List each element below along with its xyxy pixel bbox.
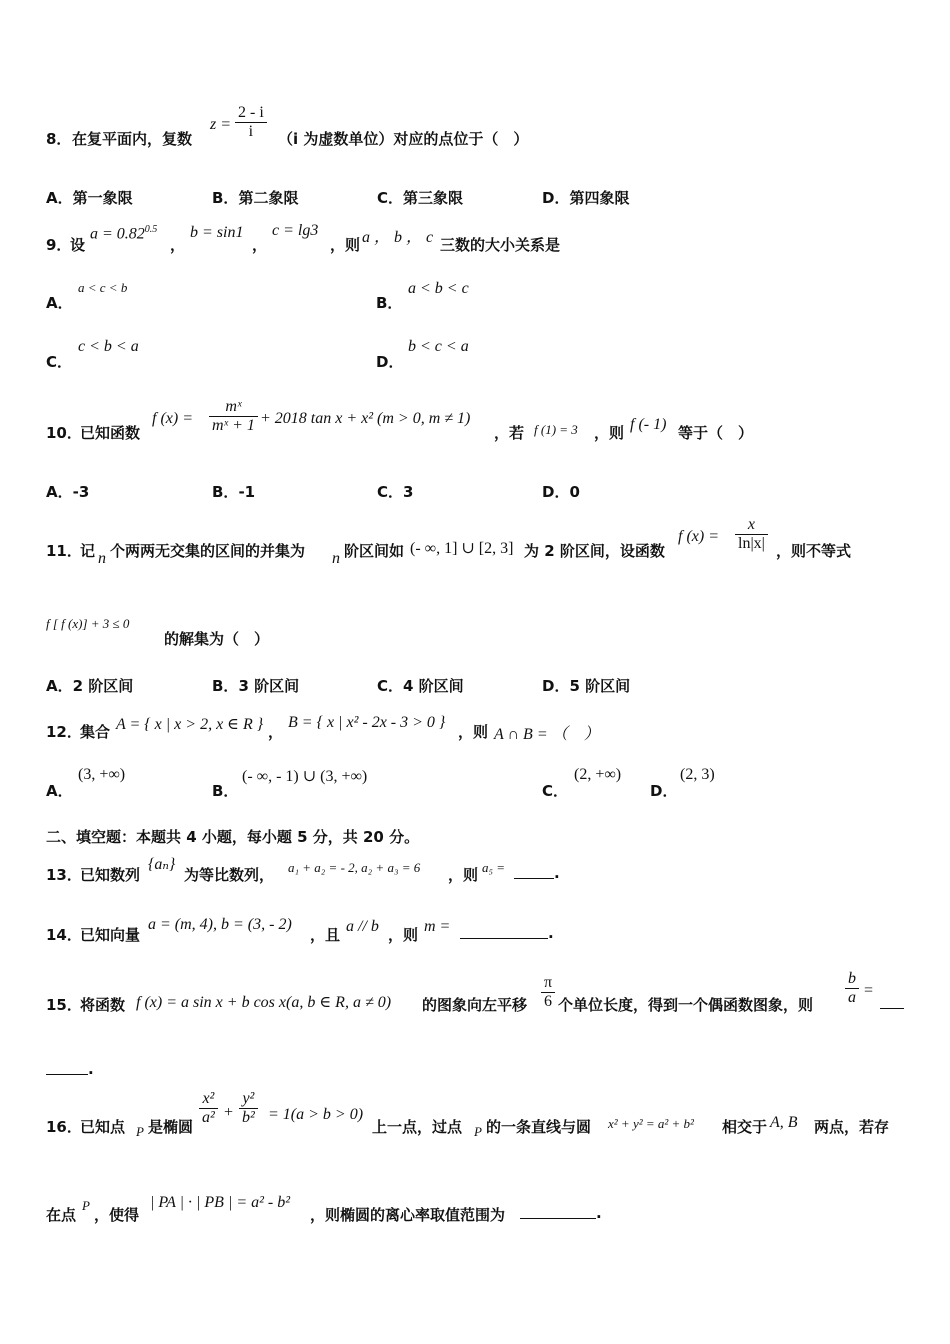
fraction: [735, 516, 768, 553]
question-text: 已知点: [80, 1118, 126, 1136]
option-b: B．3 阶区间: [212, 677, 300, 695]
question-text: 的图象向左平移: [422, 996, 528, 1014]
answer-blank[interactable]: [514, 864, 554, 879]
formula-ask: a₅ =: [482, 860, 506, 875]
fraction-numerator: b: [845, 970, 859, 989]
fraction: [209, 398, 258, 435]
formula-n: n: [98, 550, 106, 567]
question-text: 个单位长度，得到一个偶函数图象，则: [558, 996, 814, 1014]
formula-p: P: [136, 1124, 144, 1139]
question-text-tail: （i 为虚数单位）对应的点位于（ ）: [278, 130, 529, 148]
question-text: 设: [70, 236, 86, 254]
question-text: ，则不等式: [776, 542, 852, 560]
question-text: 等于（ ）: [678, 424, 754, 442]
question-text: 相交于: [722, 1118, 768, 1136]
fraction: [235, 104, 267, 141]
question-number: 11．: [46, 542, 82, 560]
answer-blank[interactable]: [520, 1204, 596, 1219]
question-number: 8．: [46, 130, 72, 148]
question-text: 的一条直线与圆: [486, 1118, 592, 1136]
fraction: [541, 974, 555, 1011]
option-b: B．第二象限: [212, 189, 299, 207]
question-text: 为 2 阶区间，设函数: [524, 542, 665, 560]
option-c: C．3: [377, 483, 414, 501]
formula-circle: x² + y² = a² + b²: [608, 1116, 694, 1131]
fraction-numerator: mˣ: [209, 398, 258, 417]
question-number: 14．: [46, 926, 82, 944]
formula-ask: m =: [424, 918, 451, 935]
option-a: A．: [46, 782, 73, 800]
fraction-numerator: 2 - i: [235, 104, 267, 123]
question-number: 15．: [46, 996, 82, 1014]
formula-cond: | PA | · | PB | = a² - b²: [150, 1194, 291, 1211]
formula-cond: a // b: [346, 918, 379, 935]
fraction-numerator: x: [735, 516, 768, 535]
exam-page: 8． 在复平面内，复数 z = $\frac{2 - i}{i}$ （i 为虚数单位）对应的点位于（ ） A．第一象限 B．第二象限 C．第三象限 D．第四象限 9． 设 $a = 0.82^{0.5}$ ， b = sin1 ， c = lg3 ，则 a ， b ， c 三数的大小关系是 A． a < c < b B． a < b < c C． c < b < a D． b < c < a 10． 已知函数 f (x) = $\frac{\text{mˣ}}{\text{mˣ + 1}}$ + 2018 tan x + x² (m > 0, m ≠ 1) ，若 f (1) = 3 ，则 f (- 1) 等于（ ） A．-3 B．-1 C．3 D．0 11． 记 n 个两两无交集的区间的并集为 n 阶区间如 (- ∞, 1] ∪ [2, 3] 为 2 阶区间，设函数 f (x) = $\frac{x}{\ln|x|}$ ，则不等式 f [ f (x)] + 3 ≤ 0 的解集为（ ） A．2 阶区间 B．3 阶区间 C．4 阶区间 D．5 阶区间 12． 集合 A = { x | x > 2, x ∈ R } ， B = { x | x² - 2x - 3 > 0 } ，则 A ∩ B = （ ） A． (3, +∞) B． (- ∞, - 1) ∪ (3, +∞) C． (2, +∞) D． (2, 3) 二、填空题：本题共 4 小题，每小题 5 分，共 20 分。 13． 已知数列 {aₙ} 为等比数列， a₁ + a₂ = - 2, a₂ + a₃ = 6 ，则 a₅ = . 14． 已知向量 a = (m, 4), b = (3, - 2) ，且 a // b ，则 m = . 15． 将函数 f (x) = a sin x + b cos x(a, b ∈ R, a ≠ 0) 的图象向左平移 $\frac{\pi}{6}$ 个单位长度，得到一个偶函数图象，则 $\frac{b}{a}$ = . 16． 已知点 P 是椭圆 $\frac{\text{x²}}{\text{a²}}$ + $\frac{\text{y²}}{\text{b²}}$ = 1(a > b > 0) 上一点，过点 P 的一条直线与圆 x² + y² = a² + b² 相交于 A, B 两点，若存 在点 P ，使得 | PA | · | PB | = a² - b² ，则椭圆的离心率取值范围为 .: [0, 0, 950, 1344]
answer-blank[interactable]: [460, 924, 548, 939]
question-number: 10．: [46, 424, 82, 442]
formula-lhs: f (x) =: [152, 410, 193, 427]
question-text: 阶区间如: [344, 542, 405, 560]
fraction-numerator: x²: [199, 1090, 218, 1109]
fraction: [845, 970, 859, 1007]
fraction-numerator: y²: [239, 1090, 258, 1109]
option-d-formula: b < c < a: [408, 338, 469, 355]
formula-rest: + 2018 tan x + x² (m > 0, m ≠ 1): [260, 410, 471, 427]
formula-cond: f (1) = 3: [534, 422, 578, 437]
option-a-formula: (3, +∞): [78, 766, 126, 783]
formula-c: c = lg3: [272, 222, 319, 239]
formula-p: P: [474, 1124, 482, 1139]
option-d: D．第四象限: [542, 189, 630, 207]
fraction: [239, 1090, 258, 1127]
option-d: D．5 阶区间: [542, 677, 631, 695]
fraction: [199, 1090, 218, 1127]
formula-b: b = sin1: [190, 224, 244, 241]
formula-p: P: [82, 1198, 90, 1213]
fraction-denominator: a: [848, 989, 856, 1006]
fraction-denominator: 6: [544, 993, 553, 1010]
formula-vars: a ， b ， c: [362, 229, 434, 246]
option-c: C．: [46, 353, 73, 371]
formula-lhs: z =: [210, 116, 232, 133]
question-text: 在点: [46, 1206, 77, 1224]
formula-a: $a = 0.82^{0.5}$: [90, 224, 158, 243]
option-c-formula: c < b < a: [78, 338, 139, 355]
formula-n: n: [332, 550, 340, 567]
formula-set-a: A = { x | x > 2, x ∈ R }: [116, 716, 264, 733]
question-text: ，若: [494, 424, 525, 442]
question-number: 9．: [46, 236, 72, 254]
question-text: 在复平面内，复数: [72, 130, 193, 148]
option-c: C．第三象限: [377, 189, 464, 207]
formula-ineq: f [ f (x)] + 3 ≤ 0: [46, 616, 130, 631]
option-c-formula: (2, +∞): [574, 766, 622, 783]
question-text: 两点，若存: [814, 1118, 890, 1136]
question-text: 已知数列: [80, 866, 141, 884]
option-b-formula: a < b < c: [408, 280, 469, 297]
question-text: ，则: [594, 424, 625, 442]
option-a: A．-3: [46, 483, 90, 501]
option-b-formula: (- ∞, - 1) ∪ (3, +∞): [242, 768, 368, 785]
section-heading: 二、填空题：本题共 4 小题，每小题 5 分，共 20 分。: [46, 828, 420, 846]
option-a-formula: a < c < b: [78, 280, 128, 295]
formula-lhs: f (x) =: [678, 528, 719, 545]
question-number: 16．: [46, 1118, 82, 1136]
option-a: A．第一象限: [46, 189, 133, 207]
question-text: ，则: [458, 723, 489, 741]
formula-ask: A ∩ B = （ ）: [494, 726, 600, 743]
question-text: ，则: [330, 236, 361, 254]
option-d-formula: (2, 3): [680, 766, 715, 783]
formula-cond: a₁ + a₂ = - 2, a₂ + a₃ = 6: [288, 860, 421, 875]
formula-ellipse: = 1(a > b > 0): [268, 1106, 364, 1123]
question-text: ，则: [448, 866, 479, 884]
answer-blank[interactable]: [880, 994, 904, 1009]
fraction-denominator: i: [248, 123, 254, 140]
question-text: 的解集为（ ）: [164, 630, 270, 648]
fraction-numerator: π: [541, 974, 555, 993]
question-text: 是椭圆: [148, 1118, 194, 1136]
option-d: D．: [650, 782, 678, 800]
option-c: C．4 阶区间: [377, 677, 464, 695]
option-c: C．: [542, 782, 569, 800]
answer-blank-cont[interactable]: [46, 1060, 88, 1075]
formula-set-b: B = { x | x² - 2x - 3 > 0 }: [288, 714, 446, 731]
option-b: B．: [376, 294, 403, 312]
question-number: 12．: [46, 723, 82, 741]
question-text: 三数的大小关系是: [440, 236, 561, 254]
formula-ab: A, B: [770, 1114, 798, 1131]
fraction-denominator: b²: [242, 1109, 255, 1126]
question-text: ，则椭圆的离心率取值范围为: [310, 1206, 506, 1224]
formula-func: f (x) = a sin x + b cos x(a, b ∈ R, a ≠ 0): [136, 994, 392, 1011]
question-number: 13．: [46, 866, 82, 884]
question-text: ，且: [310, 926, 341, 944]
fraction-denominator: ln|x|: [738, 535, 765, 552]
question-text: 已知向量: [80, 926, 141, 944]
option-a: A．: [46, 294, 73, 312]
question-text: 记: [80, 542, 96, 560]
fraction-denominator: a²: [202, 1109, 215, 1126]
question-text: 上一点，过点: [372, 1118, 463, 1136]
option-d: D．0: [542, 483, 580, 501]
option-b: B．: [212, 782, 239, 800]
formula-ask: f (- 1): [630, 416, 667, 433]
option-d: D．: [376, 353, 404, 371]
question-text: 个两两无交集的区间的并集为: [110, 542, 306, 560]
formula-seq: {aₙ}: [148, 856, 176, 873]
formula-vecs: a = (m, 4), b = (3, - 2): [148, 916, 292, 933]
question-text: 已知函数: [80, 424, 141, 442]
question-text: 将函数: [80, 996, 126, 1014]
question-text: ，则: [388, 926, 419, 944]
question-text: 集合: [80, 723, 111, 741]
option-a: A．2 阶区间: [46, 677, 134, 695]
fraction-denominator: mˣ + 1: [212, 417, 255, 434]
question-text: 为等比数列，: [184, 866, 275, 884]
formula-example: (- ∞, 1] ∪ [2, 3]: [410, 540, 514, 557]
option-b: B．-1: [212, 483, 256, 501]
question-text: ，使得: [94, 1206, 140, 1224]
